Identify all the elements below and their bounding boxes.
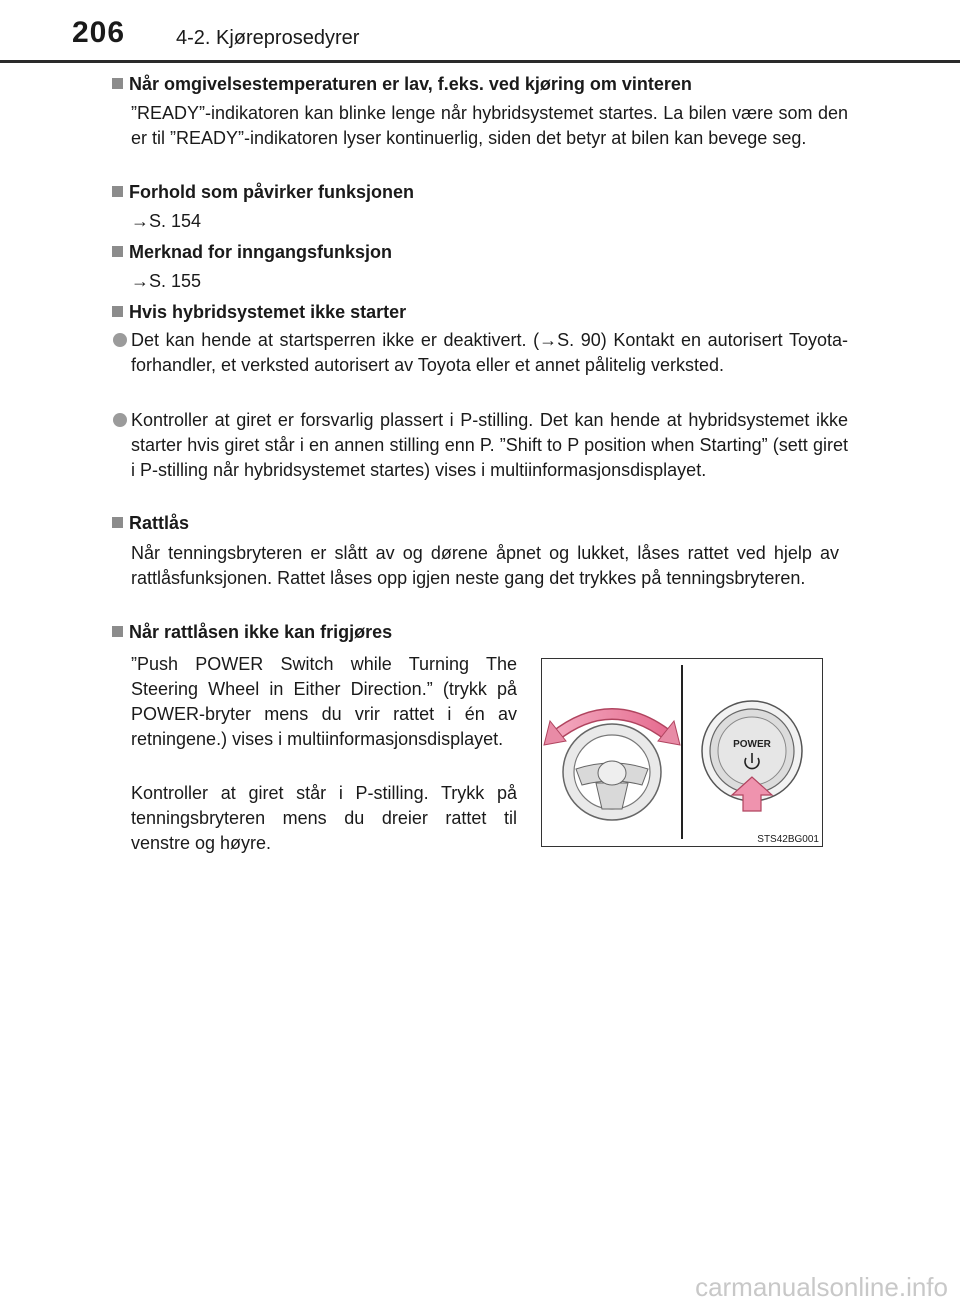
section-heading-not-start: Hvis hybridsystemet ikke starter [112,302,406,323]
square-bullet-icon [112,517,123,528]
bullet-text: Det kan hende at startsperren ikke er deaktivert. (→S. 90) Kontakt en autorisert Toyota-forhandler, et verksted autorisert av Toyota eller et annet pålitelig verksted. [131,330,848,375]
square-bullet-icon [112,78,123,89]
bullet-text: Kontroller at giret er forsvarlig plassert i P-stilling. Det kan hende at hybridsystemet ikke starter hvis giret står i en annen stilling enn P. ”Shift to P position when Starting” (sett giret i P-stilling når hybridsystemet startes) vises i multiinformasjonsdisplayet. [131,410,848,480]
section-heading-release: Når rattlåsen ikke kan frigjøres [112,622,392,643]
square-bullet-icon [112,626,123,637]
list-item [113,328,848,378]
square-bullet-icon [112,246,123,257]
steering-wheel-icon [563,724,661,820]
section-heading-conditions: Forhold som påvirker funksjonen [112,182,414,203]
section-text-lock: Når tenningsbryteren er slått av og dørene åpnet og lukket, låses rattet ved hjelp av rattlåsfunksjonen. Rattet låses opp igjen neste gang det trykkes på tenningsbryteren. [131,543,839,588]
section-heading-cold: Når omgivelsestemperaturen er lav, f.eks. ved kjøring om vinteren [112,74,692,95]
watermark-text: carmanualsonline.info [695,1272,948,1302]
page-number: 206 [72,16,126,49]
chapter-title: 4-2. Kjøreprosedyrer [176,27,360,49]
section-heading-lock: Rattlås [112,513,189,534]
section-text-cold: ”READY”-indikatoren kan blinke lenge når hybridsystemet startes. La bilen være som den er til ”READY”-indikatoren lyser kontinuerlig, siden det betyr at bilen kan bevege seg. [131,103,848,148]
page-reference-link[interactable]: →S. 154 [131,211,202,231]
header-rule [0,60,960,63]
section-text-release-1: ”Push POWER Switch while Turning The Steering Wheel in Either Direction.” (trykk på POWER-bryter mens du vrir rattet i én av retningene.) vises i multiinformasjonsdisplayet. [131,654,517,749]
square-bullet-icon [112,186,123,197]
circle-bullet-icon [113,333,127,347]
list-item [113,408,848,483]
steering-power-figure [541,658,823,847]
page-header [0,0,960,62]
section-heading-entry: Merknad for inngangsfunksjon [112,242,392,263]
power-button-label: POWER [733,739,771,750]
square-bullet-icon [112,306,123,317]
steering-wheel-power-button-illustration [542,659,822,846]
page-reference-link[interactable]: →S. 155 [131,271,202,291]
section-text-release-2: Kontroller at giret står i P-stilling. Trykk på tenningsbryteren mens du dreier rattet til venstre og høyre. [131,783,517,853]
figure-code: STS42BG001 [757,834,819,845]
circle-bullet-icon [113,413,127,427]
